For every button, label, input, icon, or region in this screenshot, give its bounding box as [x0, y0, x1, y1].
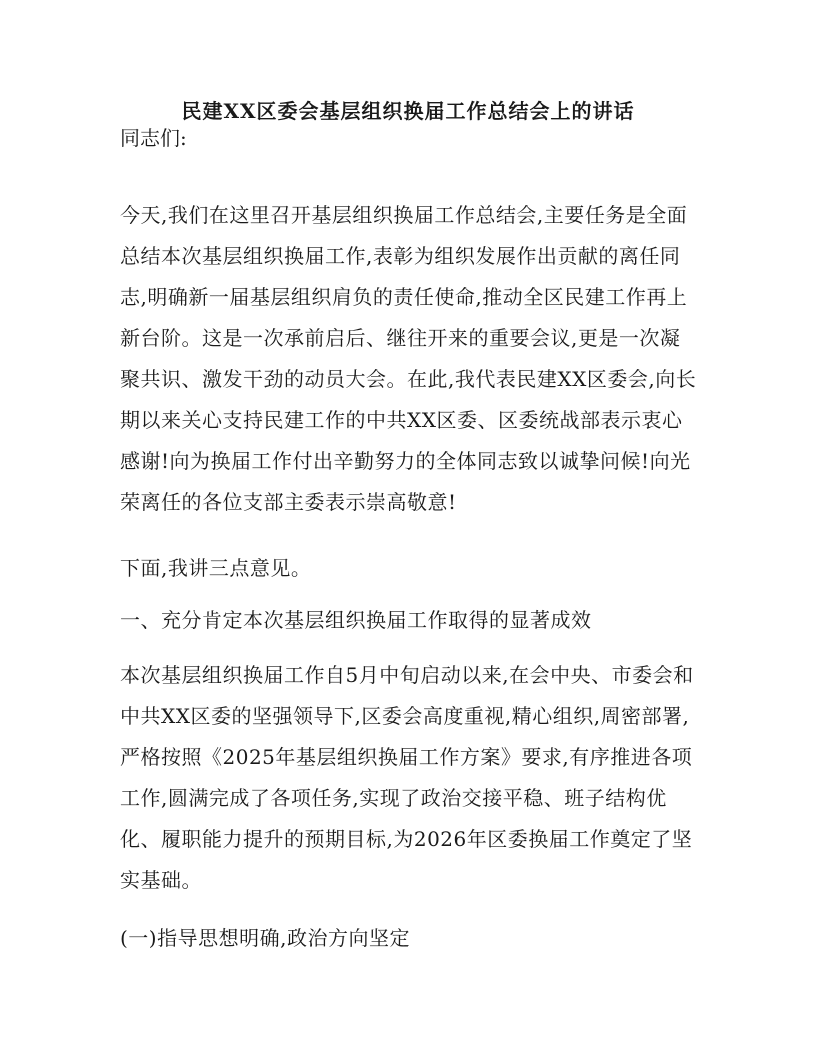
transition-paragraph: 下面,我讲三点意见。	[120, 556, 312, 580]
subsection-1-heading: (一)指导思想明确,政治方向坚定	[120, 926, 410, 950]
section-1-body: 本次基层组织换届工作自5月中旬启动以来,在会中央、市委会和中共XX区委的坚强领导下,区委会高度重视,精心组织,周密部署,严格按照《2025年基层组织换届工作方案》要求,有序推进各项工作,圆满完成了各项任务,实现了政治交接平稳、班子结构优化、履职能力提升的预期目标,为2026年区委换届工作奠定了坚实基础。	[120, 663, 694, 892]
intro-paragraph: 今天,我们在这里召开基层组织换届工作总结会,主要任务是全面总结本次基层组织换届工作,表彰为组织发展作出贡献的离任同志,明确新一届基层组织肩负的责任使命,推动全区民建工作再上新台阶。这是一次承前启后、继往开来的重要会议,更是一次凝聚共识、激发干劲的动员大会。在此,我代表民建XX区委会,向长期以来关心支持民建工作的中共XX区委、区委统战部表示衷心感谢!向为换届工作付出辛勤努力的全体同志致以诚挚问候!向光荣离任的各位支部主委表示崇高敬意!	[120, 203, 697, 514]
document-title: 民建XX区委会基层组织换届工作总结会上的讲话	[181, 99, 635, 123]
salutation: 同志们:	[120, 126, 187, 150]
section-1-heading: 一、充分肯定本次基层组织换届工作取得的显著成效	[120, 608, 592, 632]
